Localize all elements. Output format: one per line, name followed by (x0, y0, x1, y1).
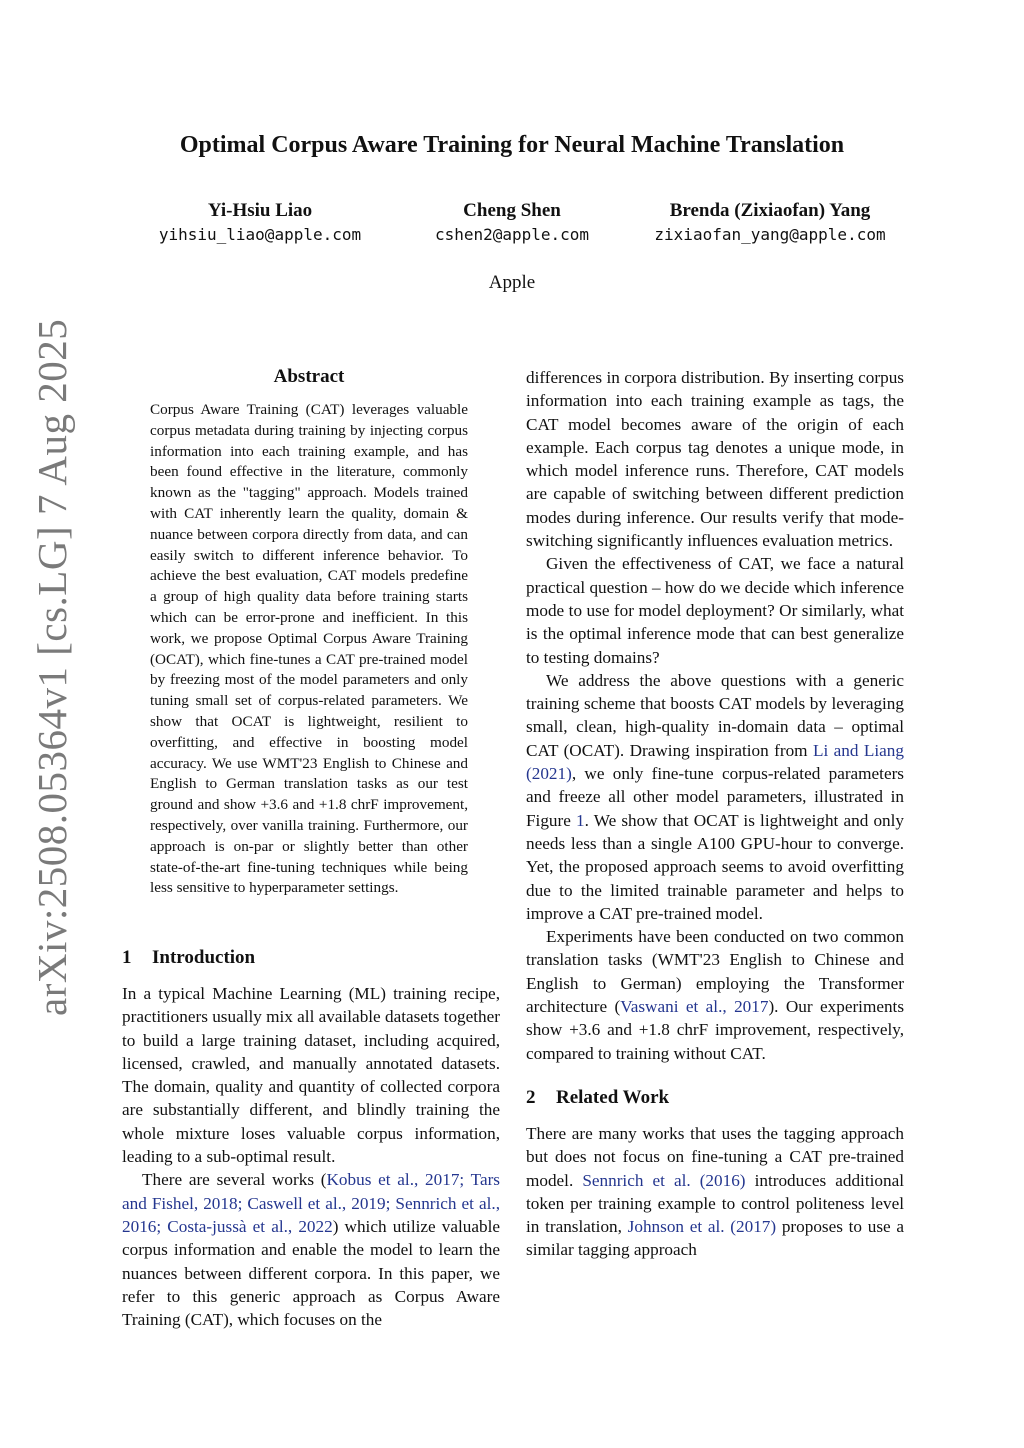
intro-paragraph-1: In a typical Machine Learning (ML) training recipe, practitioners usually mix all available datasets together to build a large training dataset, including acquired, licensed, crawled, and manually annotated datasets. The domain, quality and quantity of collected corpora are substantially different, and blindly training the whole mixture loses valuable corpus information, leading to a sub-optimal result. (122, 984, 500, 1167)
affiliation: Apple (488, 272, 536, 293)
citation-link[interactable]: Vaswani et al., 2017 (620, 997, 769, 1017)
section-number: 2 (526, 1086, 536, 1108)
paper-title: Optimal Corpus Aware Training for Neural Machine Translation (179, 132, 845, 158)
related-work-paragraph-1 (526, 1122, 904, 1262)
section-number: 1 (122, 947, 132, 968)
author-name: Yi-Hsiu Liao (207, 200, 313, 221)
author-email: cshen2@apple.com (434, 225, 590, 244)
paragraph-text: , we only fine-tune corpus-related parameters and freeze all other model parameters, illustrated in Figure (526, 764, 904, 830)
author-block (638, 200, 902, 248)
paragraph-text: ) which utilize valuable corpus information and enable the model to learn the nuances between different corpora. In this paper, we refer to this generic approach as Corpus Aware Training (CAT), which focuses on the (122, 1216, 500, 1330)
right-column (526, 366, 904, 1262)
section-heading-introduction (122, 947, 500, 969)
abstract-heading: Abstract (273, 366, 345, 387)
author-email: yihsiu_liao@apple.com (158, 225, 362, 244)
intro-paragraph-4: Given the effectiveness of CAT, we face a natural practical question – how do we decide which inference mode to use for model deployment? Or similarly, what is the optimal inference mode that can best generalize to testing domains? (526, 554, 904, 667)
citation-link[interactable]: Sennrich et al. (2016) (582, 1170, 746, 1190)
section-title: Introduction (152, 947, 256, 968)
author-name: Cheng Shen (463, 200, 561, 221)
author-block (412, 200, 612, 248)
author-email: zixiaofan_yang@apple.com (654, 225, 886, 244)
author-name: Brenda (Zixiaofan) Yang (669, 200, 871, 221)
paragraph-text: Experiments have been conducted on two common translation tasks (WMT'23 English to Chinese and English to German) employing the Transformer architecture ( (526, 927, 904, 1017)
intro-paragraph-5 (526, 669, 904, 925)
intro-paragraph-2 (122, 1168, 500, 1331)
figure-reference-link[interactable]: 1 (576, 810, 585, 830)
intro-paragraph-6 (526, 925, 904, 1065)
paragraph-text: . We show that OCAT is lightweight and only needs less than a single A100 GPU-hour to converge. Yet, the proposed approach seems to avoid overfitting due to the limited trainable parameter and helps to improve a CAT pre-trained model. (526, 810, 904, 923)
section-heading-related-work (526, 1087, 904, 1109)
author-block (150, 200, 370, 248)
paragraph-text: There are several works ( (142, 1170, 327, 1190)
citation-link[interactable]: Kobus et al., 2017; Tars and Fishel, 2018; Caswell et al., 2019; Sennrich et al., 2016; Costa-jussà et al., 2022 (122, 1170, 500, 1236)
paragraph-text: We address the above questions with a generic training scheme that boosts CAT models by leveraging small, clean, high-quality in-domain data – optimal CAT (OCAT). Drawing inspiration from (526, 670, 904, 760)
section-title: Related Work (556, 1086, 670, 1108)
citation-link[interactable]: Li and Liang (2021) (526, 740, 904, 784)
arxiv-identifier: arXiv:2508.05364v1 [cs.LG] 7 Aug 2025 (29, 318, 75, 1016)
paragraph-text: introduces additional token per training example to control politeness level in translation, (526, 1170, 904, 1237)
paragraph-text: There are many works that uses the tagging approach but does not focus on fine-tuning a CAT pre-trained model. (526, 1123, 904, 1190)
intro-paragraph-3: differences in corpora distribution. By inserting corpus information into each training example as tags, the CAT model becomes aware of the origin of each example. Each corpus tag denotes a unique mode, in which model inference runs. Therefore, CAT models are capable of switching between different prediction modes during inference. Our results verify that mode-switching significantly influences evaluation metrics. (526, 368, 904, 551)
left-column (122, 947, 500, 1331)
citation-link[interactable]: Johnson et al. (2017) (627, 1217, 777, 1237)
paragraph-text: proposes to use a similar tagging approach (526, 1217, 905, 1260)
paragraph-text: ). Our experiments show +3.6 and +1.8 chrF improvement, respectively, compared to training without CAT. (526, 997, 905, 1063)
abstract-text: Corpus Aware Training (CAT) leverages valuable corpus metadata during training by injecting corpus information into each training example, and has been found effective in the literature, commonly known as the "tagging" approach. Models trained with CAT inherently learn the quality, domain & nuance between corpora directly from data, and can easily switch to different inference behavior. To achieve the best evaluation, CAT models predefine a group of high quality data before training starts which can be error-prone and inefficient. In this work, we propose Optimal Corpus Aware Training (OCAT), which fine-tunes a CAT pre-trained model by freezing most of the model parameters and only tuning small set of corpus-related parameters. We show that OCAT is lightweight, resilient to overfitting, and effective in boosting model accuracy. We use WMT'23 English to Chinese and English to German translation tasks as our test ground and show +3.6 and +1.8 chrF improvement, respectively, over vanilla training. Furthermore, our approach is on-par or slightly better than other state-of-the-art fine-tuning techniques while being less sensitive to hyperparameter settings. (150, 401, 468, 897)
